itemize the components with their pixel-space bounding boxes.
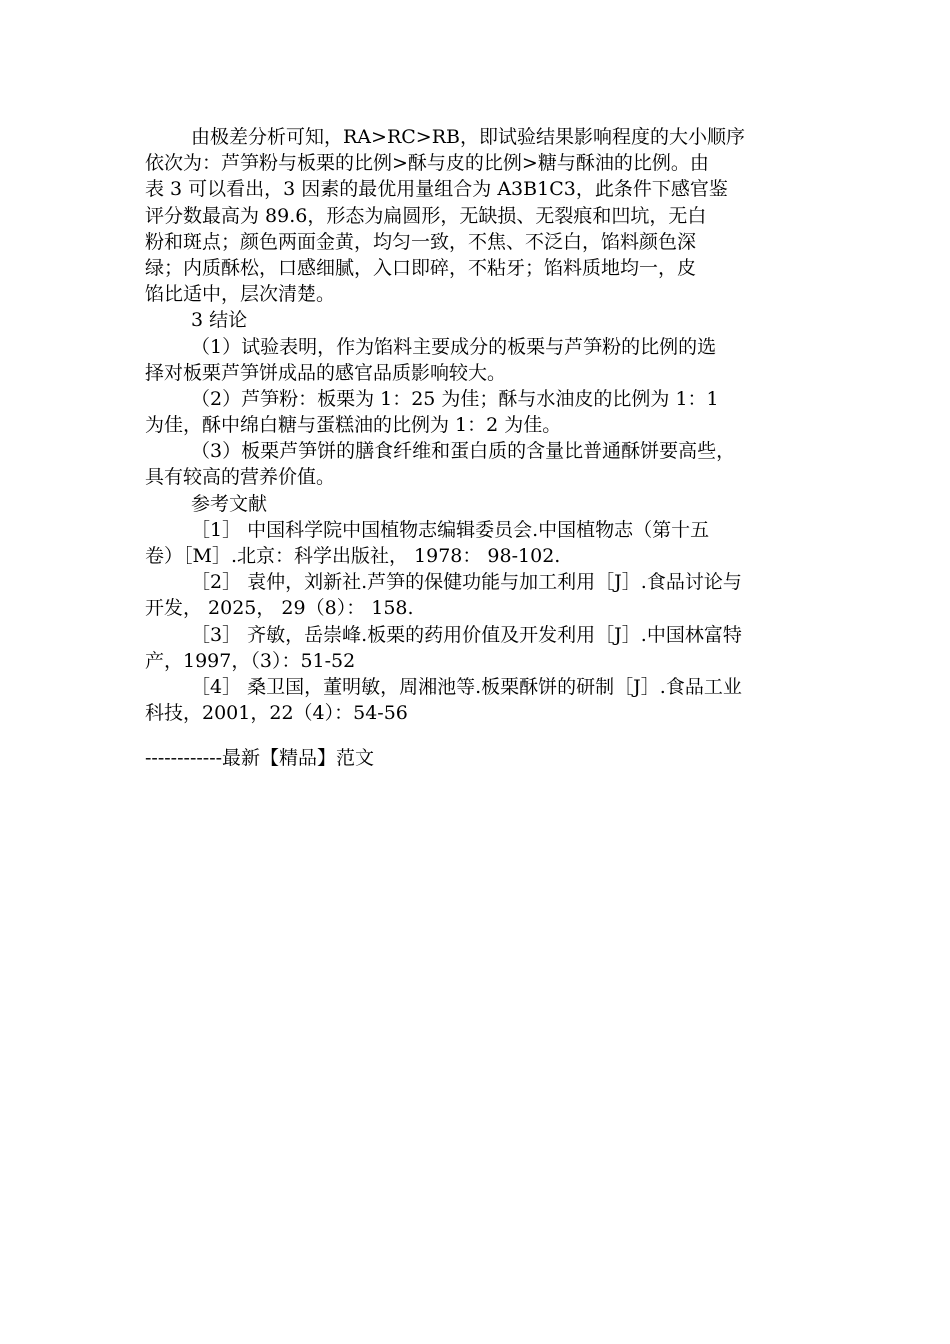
section-heading-conclusion: 3 结论 bbox=[191, 309, 248, 332]
conclusion-item-1 bbox=[145, 334, 815, 386]
reference-line: 产，1997，（3）：51-52 bbox=[145, 649, 356, 672]
document-body bbox=[145, 124, 815, 726]
reference-item bbox=[145, 517, 815, 569]
reference-item bbox=[145, 622, 815, 674]
reference-item bbox=[145, 674, 815, 726]
paragraph-line: 择对板栗芦笋饼成品的感官品质影响较大。 bbox=[145, 361, 507, 384]
reference-line: 开发， 2025， 29（8）： 158. bbox=[145, 597, 414, 620]
reference-line: 卷）［M］.北京：科学出版社， 1978： 98-102. bbox=[145, 545, 561, 567]
conclusion-item-2 bbox=[145, 386, 815, 438]
paragraph-line: 馅比适中，层次清楚。 bbox=[145, 283, 336, 306]
conclusion-item-3 bbox=[145, 438, 815, 490]
reference-line: 科技，2001，22（4）：54-56 bbox=[145, 702, 408, 725]
references-heading: 参考文献 bbox=[191, 492, 268, 515]
reference-line: ［1］ 中国科学院中国植物志编辑委员会.中国植物志（第十五 bbox=[191, 518, 710, 541]
paragraph-line: （1）试验表明，作为馅料主要成分的板栗与芦笋粉的比例的选 bbox=[191, 335, 717, 358]
analysis-paragraph bbox=[145, 124, 815, 307]
paragraph-line: 具有较高的营养价值。 bbox=[145, 466, 336, 489]
reference-list bbox=[145, 517, 815, 727]
paragraph-line: 为佳，酥中绵白糖与蛋糕油的比例为 1：2 为佳。 bbox=[145, 414, 562, 437]
paragraph-line: 评分数最高为 89.6，形态为扁圆形，无缺损、无裂痕和凹坑，无白 bbox=[145, 204, 707, 227]
reference-line: ［2］ 袁仲，刘新社.芦笋的保健功能与加工利用［J］.食品讨论与 bbox=[191, 571, 742, 594]
paragraph-line: 粉和斑点；颜色两面金黄，均匀一致，不焦、不泛白，馅料颜色深 bbox=[145, 230, 697, 253]
paragraph-line: 表 3 可以看出，3 因素的最优用量组合为 A3B1C3，此条件下感官鉴 bbox=[145, 178, 728, 201]
reference-line: ［3］ 齐敏，岳崇峰.板栗的药用价值及开发利用［J］.中国林富特 bbox=[191, 623, 742, 646]
paragraph-line: 绿；内质酥松，口感细腻，入口即碎，不粘牙；馅料质地均一，皮 bbox=[145, 256, 697, 279]
paragraph-line: 依次为：芦笋粉与板栗的比例>酥与皮的比例>糖与酥油的比例。由 bbox=[145, 152, 709, 175]
reference-line: ［4］ 桑卫国，董明敏，周湘池等.板栗酥饼的研制［J］.食品工业 bbox=[191, 675, 742, 698]
paragraph-line: （3）板栗芦笋饼的膳食纤维和蛋白质的含量比普通酥饼要高些， bbox=[191, 440, 736, 463]
reference-item bbox=[145, 569, 815, 621]
paragraph-line: 由极差分析可知，RA>RC>RB，即试验结果影响程度的大小顺序 bbox=[191, 126, 745, 148]
footer-text: ------------最新【精品】范文 bbox=[145, 747, 375, 769]
paragraph-line: （2）芦笋粉：板栗为 1：25 为佳；酥与水油皮的比例为 1：1 bbox=[191, 387, 719, 410]
